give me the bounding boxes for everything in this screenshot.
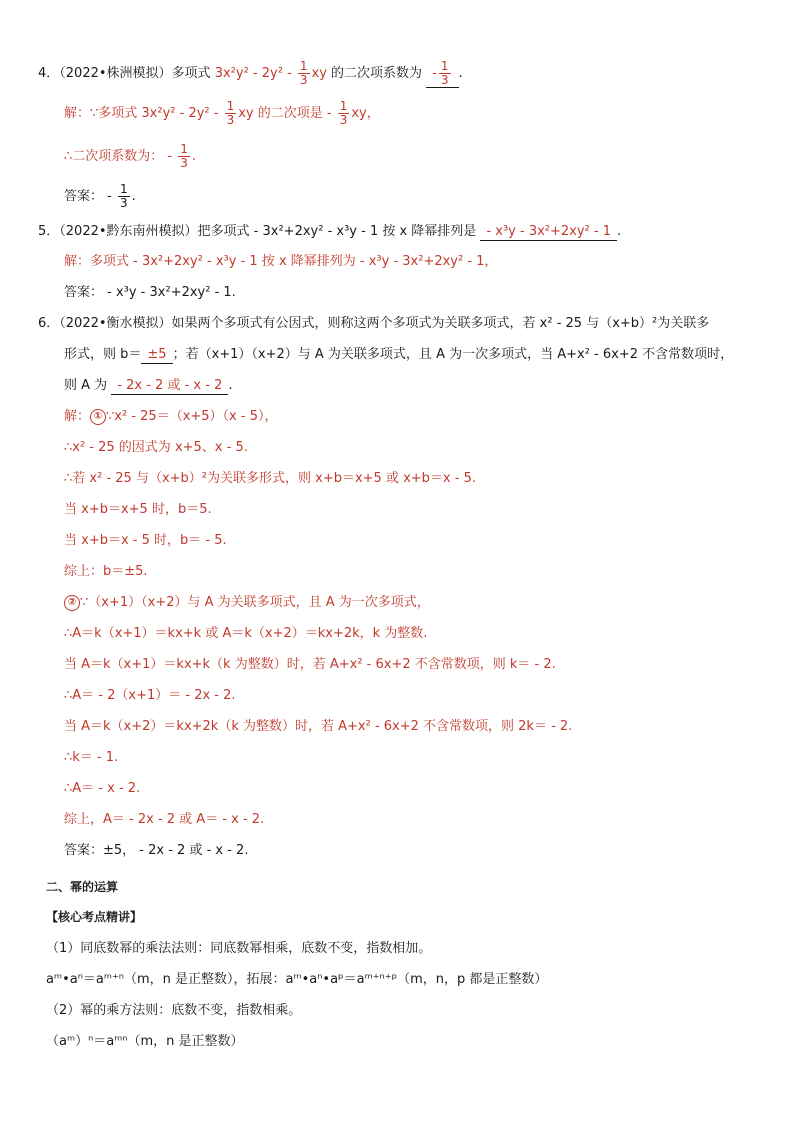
q4-expr-tail: xy xyxy=(311,66,327,81)
section-title: 二、幂的运算 xyxy=(46,880,119,894)
q4-sol-frac1-den: 3 xyxy=(226,113,235,127)
q4-sol-frac3 xyxy=(178,143,190,170)
q4-answer-num: 1 xyxy=(119,182,128,196)
q5-text: 把多项式 - 3x²+2xy² - x³y - 1 按 x 降幂排列是 xyxy=(197,224,477,239)
q6-blank-a: - 2x - 2 或 - x - 2 xyxy=(111,378,228,395)
rule-2: （2）幂的乘方法则：底数不变，指数相乘。 xyxy=(46,1003,302,1018)
q4-sol-l1a: 解：∵多项式 3x²y² - 2y² - xyxy=(64,106,223,121)
q6-text-line2a: 形式，则 b＝ xyxy=(64,347,142,362)
q4-frac-den: 3 xyxy=(299,73,308,87)
q4-fraction xyxy=(298,60,310,87)
q4-sol-frac2-den: 3 xyxy=(339,113,348,127)
q6-text-line1: 如果两个多项式有公因式，则称这两个多项式为关联多项式，若 x² - 25 与（x+b）²为关联多 xyxy=(171,316,710,331)
q4-source: （2022•株洲模拟） xyxy=(59,66,172,81)
q4-solution-line2 xyxy=(64,143,196,170)
q4-ans-num: 1 xyxy=(440,59,449,73)
q6-solution-2 xyxy=(64,594,430,612)
q6-sol-s8: ∴A＝k（x+1）＝kx+k 或 A＝k（x+2）＝kx+2k，k 为整数. xyxy=(64,626,428,641)
q6-text-line2b: ；若（x+1）（x+2）与 A 为关联多项式，且 A 为一次多项式，当 A+x² - 6x+2 不含常数项时， xyxy=(172,347,734,362)
rule-2-formula: （aᵐ）ⁿ＝aᵐⁿ（m，n 是正整数） xyxy=(46,1034,244,1049)
section-subtitle: 【核心考点精讲】 xyxy=(46,910,143,924)
q6-solution-1 xyxy=(64,408,277,426)
q5-answer: 答案： - x³y - 3x²+2xy² - 1. xyxy=(64,285,236,300)
q4-frac-num: 1 xyxy=(299,59,308,73)
q6-answer: 答案：±5， - 2x - 2 或 - x - 2. xyxy=(64,843,249,858)
q4-end: . xyxy=(458,66,463,81)
q6-text-line3a: 则 A 为 xyxy=(64,378,108,393)
q4-after: 的二次项系数为 xyxy=(331,66,423,81)
rule-1-formula: aᵐ•aⁿ＝aᵐ⁺ⁿ（m，n 是正整数），拓展：aᵐ•aⁿ•aᵖ＝aᵐ⁺ⁿ⁺ᵖ（m，n，p 都是正整数） xyxy=(46,972,548,987)
question-6-line1 xyxy=(38,315,709,333)
q4-sol-frac1-num: 1 xyxy=(226,99,235,113)
q4-ans-fraction xyxy=(439,60,451,87)
q6-sol-s11: 当 A＝k（x+2）＝kx+2k（k 为整数）时，若 A+x² - 6x+2 不含常数项，则 2k＝ - 2. xyxy=(64,719,573,734)
q5-end: . xyxy=(617,224,622,239)
q4-sol-l2a: ∴二次项系数为： - xyxy=(64,149,177,164)
q6-source: （2022•衡水模拟） xyxy=(59,316,172,331)
q4-expr: 3x²y² - 2y² - xyxy=(214,66,296,81)
q6-sol-s5: 当 x+b＝x - 5 时，b＝ - 5. xyxy=(64,533,227,548)
q4-prefix: 多项式 xyxy=(171,66,211,81)
q4-sol-l1c: xy， xyxy=(351,106,380,121)
q4-expression xyxy=(214,59,327,87)
q4-sol-l1b: xy 的二次项是 - xyxy=(238,106,336,121)
q6-sol-s13: ∴A＝ - x - 2. xyxy=(64,781,141,796)
circled-number-1-icon: ① xyxy=(90,409,106,425)
question-5 xyxy=(38,223,621,241)
q4-answer-fraction xyxy=(118,183,130,210)
q6-sol-s4: 当 x+b＝x+5 时，b＝5. xyxy=(64,502,212,517)
circled-number-2-icon: ② xyxy=(64,595,80,611)
q4-sol-frac3-den: 3 xyxy=(180,156,188,170)
question-6-line3 xyxy=(64,377,232,395)
q6-blank-b: ±5 xyxy=(141,347,172,364)
q4-solution-line1 xyxy=(64,100,380,127)
q4-answer xyxy=(64,183,136,210)
q4-ans-sign: - xyxy=(432,66,437,81)
q6-sol-s10: ∴A＝ - 2（x+1）＝ - 2x - 2. xyxy=(64,688,236,703)
q5-answer-blank: - x³y - 3x²+2xy² - 1 xyxy=(480,224,617,241)
q6-sol-s2: ∴x² - 25 的因式为 x+5、x - 5. xyxy=(64,440,248,455)
q4-ans-den: 3 xyxy=(440,73,449,87)
q6-sol-s7: ∵（x+1）（x+2）与 A 为关联多项式，且 A 为一次多项式， xyxy=(80,595,430,610)
question-6-line2 xyxy=(64,346,733,364)
q6-sol-s12: ∴k＝ - 1. xyxy=(64,750,119,765)
q6-sol-s9: 当 A＝k（x+1）＝kx+k（k 为整数）时，若 A+x² - 6x+2 不含常数项，则 k＝ - 2. xyxy=(64,657,556,672)
question-4 xyxy=(38,60,463,88)
q4-answer-den: 3 xyxy=(119,196,128,210)
q4-sol-frac3-num: 1 xyxy=(180,142,188,156)
q4-sol-frac2-num: 1 xyxy=(339,99,348,113)
q4-sol-l2b: . xyxy=(191,149,197,164)
q4-answer-prefix: 答案： - xyxy=(64,189,116,204)
q5-number: 5． xyxy=(38,224,60,239)
q4-answer-end: . xyxy=(131,189,136,204)
q6-number: 6． xyxy=(38,316,60,331)
q6-text-line3b: . xyxy=(228,378,233,393)
q6-sol-prefix: 解： xyxy=(64,409,91,424)
q6-sol-s6: 综上：b＝±5. xyxy=(64,564,148,579)
rule-1: （1）同底数幂的乘法法则：同底数幂相乘，底数不变，指数相加。 xyxy=(46,941,432,956)
q6-sol-s14: 综上，A＝ - 2x - 2 或 A＝ - x - 2. xyxy=(64,812,265,827)
q5-source: （2022•黔东南州模拟） xyxy=(59,224,198,239)
q4-number: 4． xyxy=(38,66,60,81)
q6-sol-s3: ∴若 x² - 25 与（x+b）²为关联多形式，则 x+b＝x+5 或 x+b＝x - 5. xyxy=(64,471,476,486)
q4-sol-frac1 xyxy=(225,100,237,127)
q6-sol-s1: ∵x² - 25＝（x+5）（x - 5）， xyxy=(106,409,278,424)
q5-solution: 解：多项式 - 3x²+2xy² - x³y - 1 按 x 降幂排列为 - x³y - 3x²+2xy² - 1， xyxy=(64,254,498,269)
q4-sol-frac2 xyxy=(338,100,350,127)
q4-answer-blank xyxy=(426,60,458,88)
